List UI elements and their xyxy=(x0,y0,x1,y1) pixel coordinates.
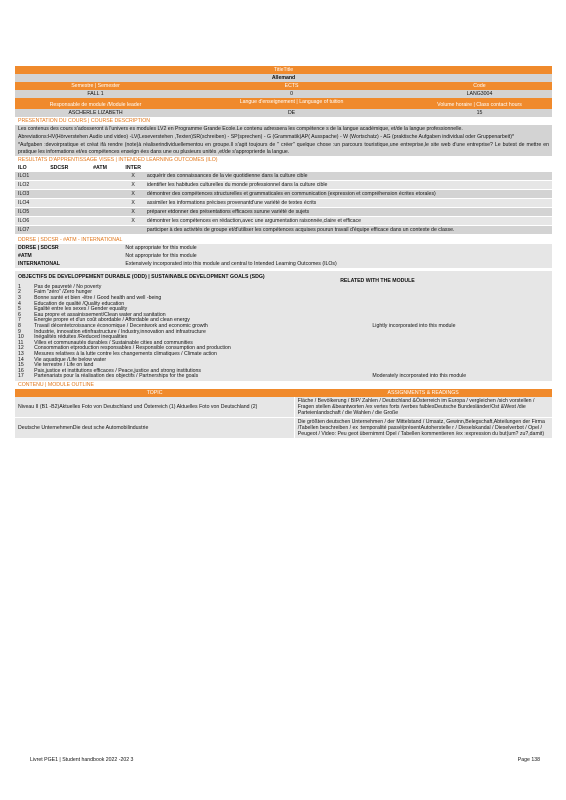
ilo-row xyxy=(15,198,552,207)
ilo-id: ILO7 xyxy=(18,226,30,233)
rse-row xyxy=(15,260,552,268)
outline-col-topic: TOPIC xyxy=(15,389,294,397)
ilo-row xyxy=(15,216,552,225)
rse-label: INTERNATIONAL xyxy=(18,260,60,267)
sdg-text: Mesures relatives à la lutte contre les changements climatiques / Climate action xyxy=(34,350,217,357)
title-label-row xyxy=(15,66,552,74)
rse-row xyxy=(15,244,552,252)
rse-heading: DDRSE | SDCSR - #ATM - INTERNATIONAL xyxy=(15,236,552,244)
sdg-number: 12 xyxy=(18,345,24,352)
sdg-text: Egalité entre les sexes / Gender equality xyxy=(34,306,128,313)
sdg-number: 15 xyxy=(18,362,24,369)
ilo-row xyxy=(15,189,552,198)
sdg-related: Moderately incorporated into this module xyxy=(372,373,467,380)
sdg-number: 3 xyxy=(18,295,21,301)
sdg-text: Consommation etproduction responsables / Responsible consumption and production xyxy=(34,345,231,352)
staff-label-row xyxy=(15,98,552,109)
ilo-text: acquérir des connaissances de la vie quotidienne dans la culture cible xyxy=(146,172,308,179)
rse-label: DDRSE | SDCSR xyxy=(18,244,59,251)
title-label: TitleTitle xyxy=(15,66,552,74)
sdg-text: Paix,justice et institutions efficaces / Peace,justice and strong institutions xyxy=(34,367,201,374)
ilo-text: démontrer des compétences structurelles et grammaticales en communication (expression et compréhension écrites etorales) xyxy=(146,190,436,197)
sdg-row xyxy=(15,374,552,380)
sdg-text: Vie aquatique /Life below water xyxy=(34,356,107,363)
sdg-text: Travail décentetcroissance économique / Decentwork and economic growth xyxy=(34,322,208,329)
sdg-number: 6 xyxy=(18,311,21,318)
ilo-id: ILO3 xyxy=(18,190,30,197)
outline-topic: Niveau II (B1 -B2)Aktuelles Foto von Deutschland und Österreich (1) Aktuelles Foto von Deutschland (2) xyxy=(15,397,294,418)
sdg-text: Industrie, innovation etinfrastructure / Industry,innovation and infrastructure xyxy=(34,328,206,335)
rse-text: Extensively incorporated into this module and central to Intended Learning Outcomes (ILOs) xyxy=(125,260,337,267)
ilo-mark: X xyxy=(131,172,135,179)
sdg-number: 13 xyxy=(18,350,24,357)
outline-heading: CONTENU | MODULE OUTLINE xyxy=(15,381,552,389)
rse-table xyxy=(15,244,552,268)
outcomes-col-sdcsr: SDCSR xyxy=(50,164,69,171)
hours-label: Volume horaire | Class contact hours xyxy=(407,98,552,109)
sdg-number: 2 xyxy=(18,289,21,296)
sdg-related-heading: RELATED WITH THE MODULE xyxy=(340,277,415,284)
sdg-text: Inégalités réduites /Reduced inequalities xyxy=(34,334,128,341)
presentation-paragraph: Abreviations:HV(Hörverstehen Audio und video) -LV(Leseverstehen ,Texten)SR(schreiben) - SP(sprechen) - G (Grammatik)AP( Ausspache) - W (Wortschatz) - AG (praktische Aufgaben individual oder Gruppenarbeit)* xyxy=(18,134,514,141)
code-label: Code xyxy=(407,82,552,90)
sdg-number: 14 xyxy=(18,356,24,363)
ilo-row xyxy=(15,207,552,216)
ilo-mark xyxy=(122,225,143,234)
sdg-number: 5 xyxy=(18,306,21,313)
ilo-row xyxy=(15,225,552,234)
sdg-number: 17 xyxy=(18,373,24,380)
ilo-text: préparer etdonner des présentations efficaces surune variété de sujets xyxy=(146,208,310,215)
outline-header-row xyxy=(15,389,552,397)
ilo-text: identifier les habitudes culturelles du monde professionnel dans la culture cible xyxy=(146,181,328,188)
sdg-header-row xyxy=(15,271,552,285)
sdg-text: Villes et communautés durables / Sustainable cities and communities xyxy=(34,339,193,346)
ilo-id: ILO5 xyxy=(18,208,30,215)
sdg-number: 11 xyxy=(18,339,24,346)
sdg-number: 1 xyxy=(18,283,21,290)
course-sheet xyxy=(15,66,552,439)
sdg-number: 8 xyxy=(18,322,21,329)
ilo-mark: X xyxy=(131,181,135,188)
language-label: Langue d'enseignement | Language of tuition xyxy=(176,98,407,109)
sdg-text: Bonne santé et bien -être / Good health and well -being xyxy=(34,295,162,301)
ilo-id: ILO1 xyxy=(18,172,30,179)
outline-table xyxy=(15,397,552,439)
semester-label: Semestre | Semester xyxy=(15,82,176,90)
sdg-text: Education de qualité /Quality education xyxy=(34,300,125,307)
sdg-heading: OBJECTIFS DE DEVELOPPEMENT DURABLE (ODD) | SUSTAINABLE DEVELOPMENT GOALS (SDG) xyxy=(18,273,265,280)
language-value: DE xyxy=(176,109,407,117)
hours-value: 15 xyxy=(407,109,552,117)
footer-page-number: Page 138 xyxy=(517,757,540,763)
ilo-text: participer à des activités de groupe et/d'utiliser les compétences acquises pourun travail d'équipe efficace dans un contexte de classe. xyxy=(146,226,455,233)
outcomes-col-ilo: ILO xyxy=(18,164,27,171)
outcomes-col-inter: INTER xyxy=(125,164,141,171)
ilo-row xyxy=(15,180,552,189)
sdg-text: Vie terrestre / Life on land xyxy=(34,362,94,369)
outline-col-assign: ASSIGNMENTS & READINGS xyxy=(294,389,552,397)
presentation-paragraph: Les contenus des cours s'adosseront à l'univers es modules LV2 en Programme Grande Ecole.Le contenu adressera les compétence s de la langue académique, et/de la langue professionnelle. xyxy=(18,126,463,132)
ilo-mark: X xyxy=(131,199,135,206)
ilo-text: démontrer les compétences en rédaction,avec une argumentation raisonnée,claire et efficace xyxy=(146,217,362,224)
meta-label-row xyxy=(15,82,552,90)
ilo-id: ILO6 xyxy=(18,217,30,224)
ilo-row xyxy=(15,172,552,181)
rse-text: Not appropriate for this module xyxy=(125,244,197,251)
sdg-text: Partenariats pour la réalisation des objectifs / Partnerships for the goals xyxy=(34,373,199,380)
outcomes-col-atm: #ATM xyxy=(93,164,107,171)
footer-left: Livret PGE1 | Student handbook 2022 -202 3 xyxy=(30,757,134,763)
ilo-text: assimiler les informations précises provenantd'une variété de textes écrits xyxy=(146,199,317,206)
title-value: Allemand xyxy=(15,74,552,82)
sdg-text: Pas de pauvreté / No poverty xyxy=(34,283,102,290)
semester-value: FALL 1 xyxy=(15,90,176,98)
outline-row xyxy=(15,417,552,438)
sdg-section xyxy=(15,271,552,381)
ilo-id: ILO2 xyxy=(18,181,30,188)
ects-value: 0 xyxy=(176,90,407,98)
title-value-row xyxy=(15,74,552,82)
sdg-number: 10 xyxy=(18,334,24,341)
sdg-text: Faim "zéro" /Zero hunger xyxy=(34,289,92,296)
ects-label: ECTS xyxy=(176,82,407,90)
meta-value-row xyxy=(15,90,552,98)
presentation-paragraph: *Aufgaben :devoirpratique et créat ifà rendre (note)à réaliserindividuellementou en groupe.Il s'agit toujours de " créer" quelque chose :un parcours touristique,une entreprise,le site web d'une entreprise? Le butest de mettre en pratique les informations et/es compétences enseign ées dans une ou plusieurs unités ,et/de s'approprierde la langue. xyxy=(18,142,549,155)
outline-row xyxy=(15,397,552,418)
presentation-body xyxy=(15,125,552,156)
ilo-mark: X xyxy=(131,190,135,197)
sdg-text: Eau propre et assainissement/Clean water and sanitation xyxy=(34,311,166,318)
outline-assignment: Die größten deutschen Unternehmen / der Mittelstand / Umsatz, Gewinn,Belegschaft,Abteilungen der Firma /Tabellen beschreiben / ex :temporalité passé/présentAutoherstelle r / Dieselskandal / Dieselverbot / Opel / Peugeot / Video: Peu geot übernimmt Opel / Tabellen kommentieren /ex :expression du but(um? zu?,damit) xyxy=(297,418,545,437)
sdg-number: 4 xyxy=(18,300,21,307)
outcomes-header-row xyxy=(15,164,552,172)
outcomes-table xyxy=(15,172,552,235)
outline-topic: Deutsche UnternehmenDie deut sche Automobilindustrie xyxy=(15,417,294,438)
ilo-id: ILO4 xyxy=(18,199,30,206)
sdg-related: Lightly incorporated into this module xyxy=(372,322,456,329)
responsible-value: ASCHERLE LIZABETH xyxy=(15,109,176,117)
ilo-mark: X xyxy=(131,217,135,224)
responsible-label: Responsable de module /Module leader xyxy=(15,98,176,109)
sdg-table xyxy=(15,285,552,380)
staff-value-row xyxy=(15,109,552,117)
page-footer xyxy=(30,757,540,763)
code-value: LANG3004 xyxy=(407,90,552,98)
outline-assignment: Fläche / Bevölkerung / BIP/ Zahlen / Deutschland &Österreich im Europa / vergleichen /sich vorstellen / Fragen stellen &beantworten /ex vertes forts /verbes faiblesDeutsche Bundesländer/Ost &West /die Parteienlandschaft / die Wahlen / die Große xyxy=(297,397,535,416)
presentation-heading: PRESENTATION DU COURS | COURSE DESCRIPTION xyxy=(15,117,552,125)
sdg-number: 9 xyxy=(18,328,21,335)
rse-text: Not appropriate for this module xyxy=(125,252,197,259)
sdg-number: 16 xyxy=(18,367,24,374)
rse-row xyxy=(15,252,552,260)
outcomes-heading: RESULTATS D'APPRENTISSAGE VISES | INTENDED LEARNING OUTCOMES (ILO) xyxy=(15,156,552,164)
rse-label: #ATM xyxy=(18,252,32,259)
ilo-mark: X xyxy=(131,208,135,215)
sdg-text: Energie propre et d'un coût abordable / Affordable and clean energy xyxy=(34,317,190,324)
sdg-number: 7 xyxy=(18,317,21,324)
